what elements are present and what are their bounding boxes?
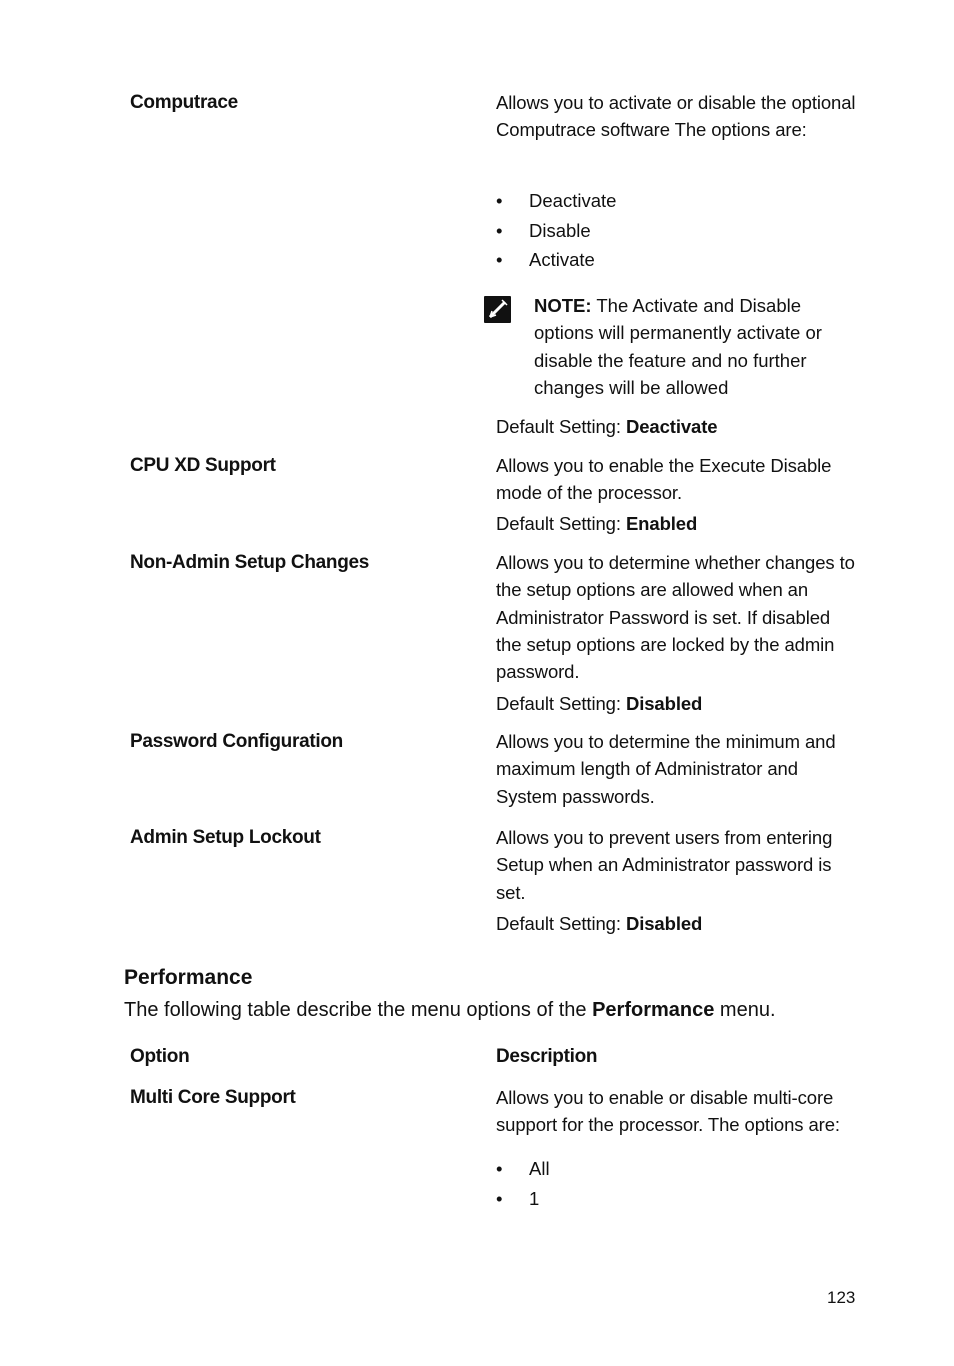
default-value: Enabled: [625, 513, 698, 534]
setting-description-non-admin-setup-changes: Allows you to determine whether changes to the setup options are allowed when an Administrator Password is set. If disabled the setup options are locked by the admin password.: [496, 552, 855, 683]
setting-label-admin-setup-lockout: Admin Setup Lockout: [130, 827, 321, 848]
default-value: Disabled: [625, 913, 703, 934]
default-value: Deactivate: [625, 416, 718, 437]
setting-label-password-configuration: Password Configuration: [130, 731, 343, 752]
setting-description-multi-core-support: Allows you to enable or disable multi-core support for the processor. The options are:: [496, 1087, 840, 1136]
note-prefix: NOTE:: [534, 295, 592, 316]
bullet-icon: •: [496, 219, 503, 241]
section-title-performance: Performance: [124, 966, 253, 989]
setting-label-multi-core-support: Multi Core Support: [130, 1087, 296, 1108]
note-pencil-icon: [484, 296, 511, 323]
setting-label-cpu-xd-support: CPU XD Support: [130, 455, 276, 476]
default-value: Disabled: [625, 693, 703, 714]
setting-description-computrace: Allows you to activate or disable the optional Computrace software The options are:: [496, 92, 856, 141]
computrace-note: [534, 292, 844, 401]
bullet-icon: •: [496, 1187, 503, 1209]
table-header-option: Option: [130, 1046, 190, 1067]
setting-description-admin-setup-lockout: Allows you to prevent users from entering Setup when an Administrator password is set.: [496, 827, 833, 903]
setting-label-non-admin-setup-changes: Non-Admin Setup Changes: [130, 552, 370, 573]
bullet-icon: •: [496, 1158, 503, 1179]
note-body: The Activate and Disable options will permanently activate or disable the feature and no further changes will be allowed: [534, 295, 822, 398]
setting-description-cpu-xd-support: Allows you to enable the Execute Disable mode of the processor.: [496, 455, 832, 504]
table-header-description: Description: [496, 1046, 598, 1067]
default-setting-non-admin-setup-changes: Default Setting: Disabled: [496, 693, 703, 714]
setting-label-computrace: Computrace: [130, 92, 238, 113]
bullet-icon: •: [496, 190, 503, 211]
default-setting-computrace: Default Setting: Deactivate: [496, 416, 718, 437]
performance-menu-name: Performance: [592, 999, 715, 1021]
page-number: 123: [827, 1288, 856, 1307]
default-setting-admin-setup-lockout: Default Setting: Disabled: [496, 913, 703, 934]
performance-intro: The following table describe the menu options of the Performance menu.: [124, 999, 776, 1021]
setting-description-password-configuration: Allows you to determine the minimum and maximum length of Administrator and System passwords.: [496, 731, 836, 807]
bullet-icon: •: [496, 249, 503, 270]
default-setting-cpu-xd-support: Default Setting: Enabled: [496, 513, 698, 534]
